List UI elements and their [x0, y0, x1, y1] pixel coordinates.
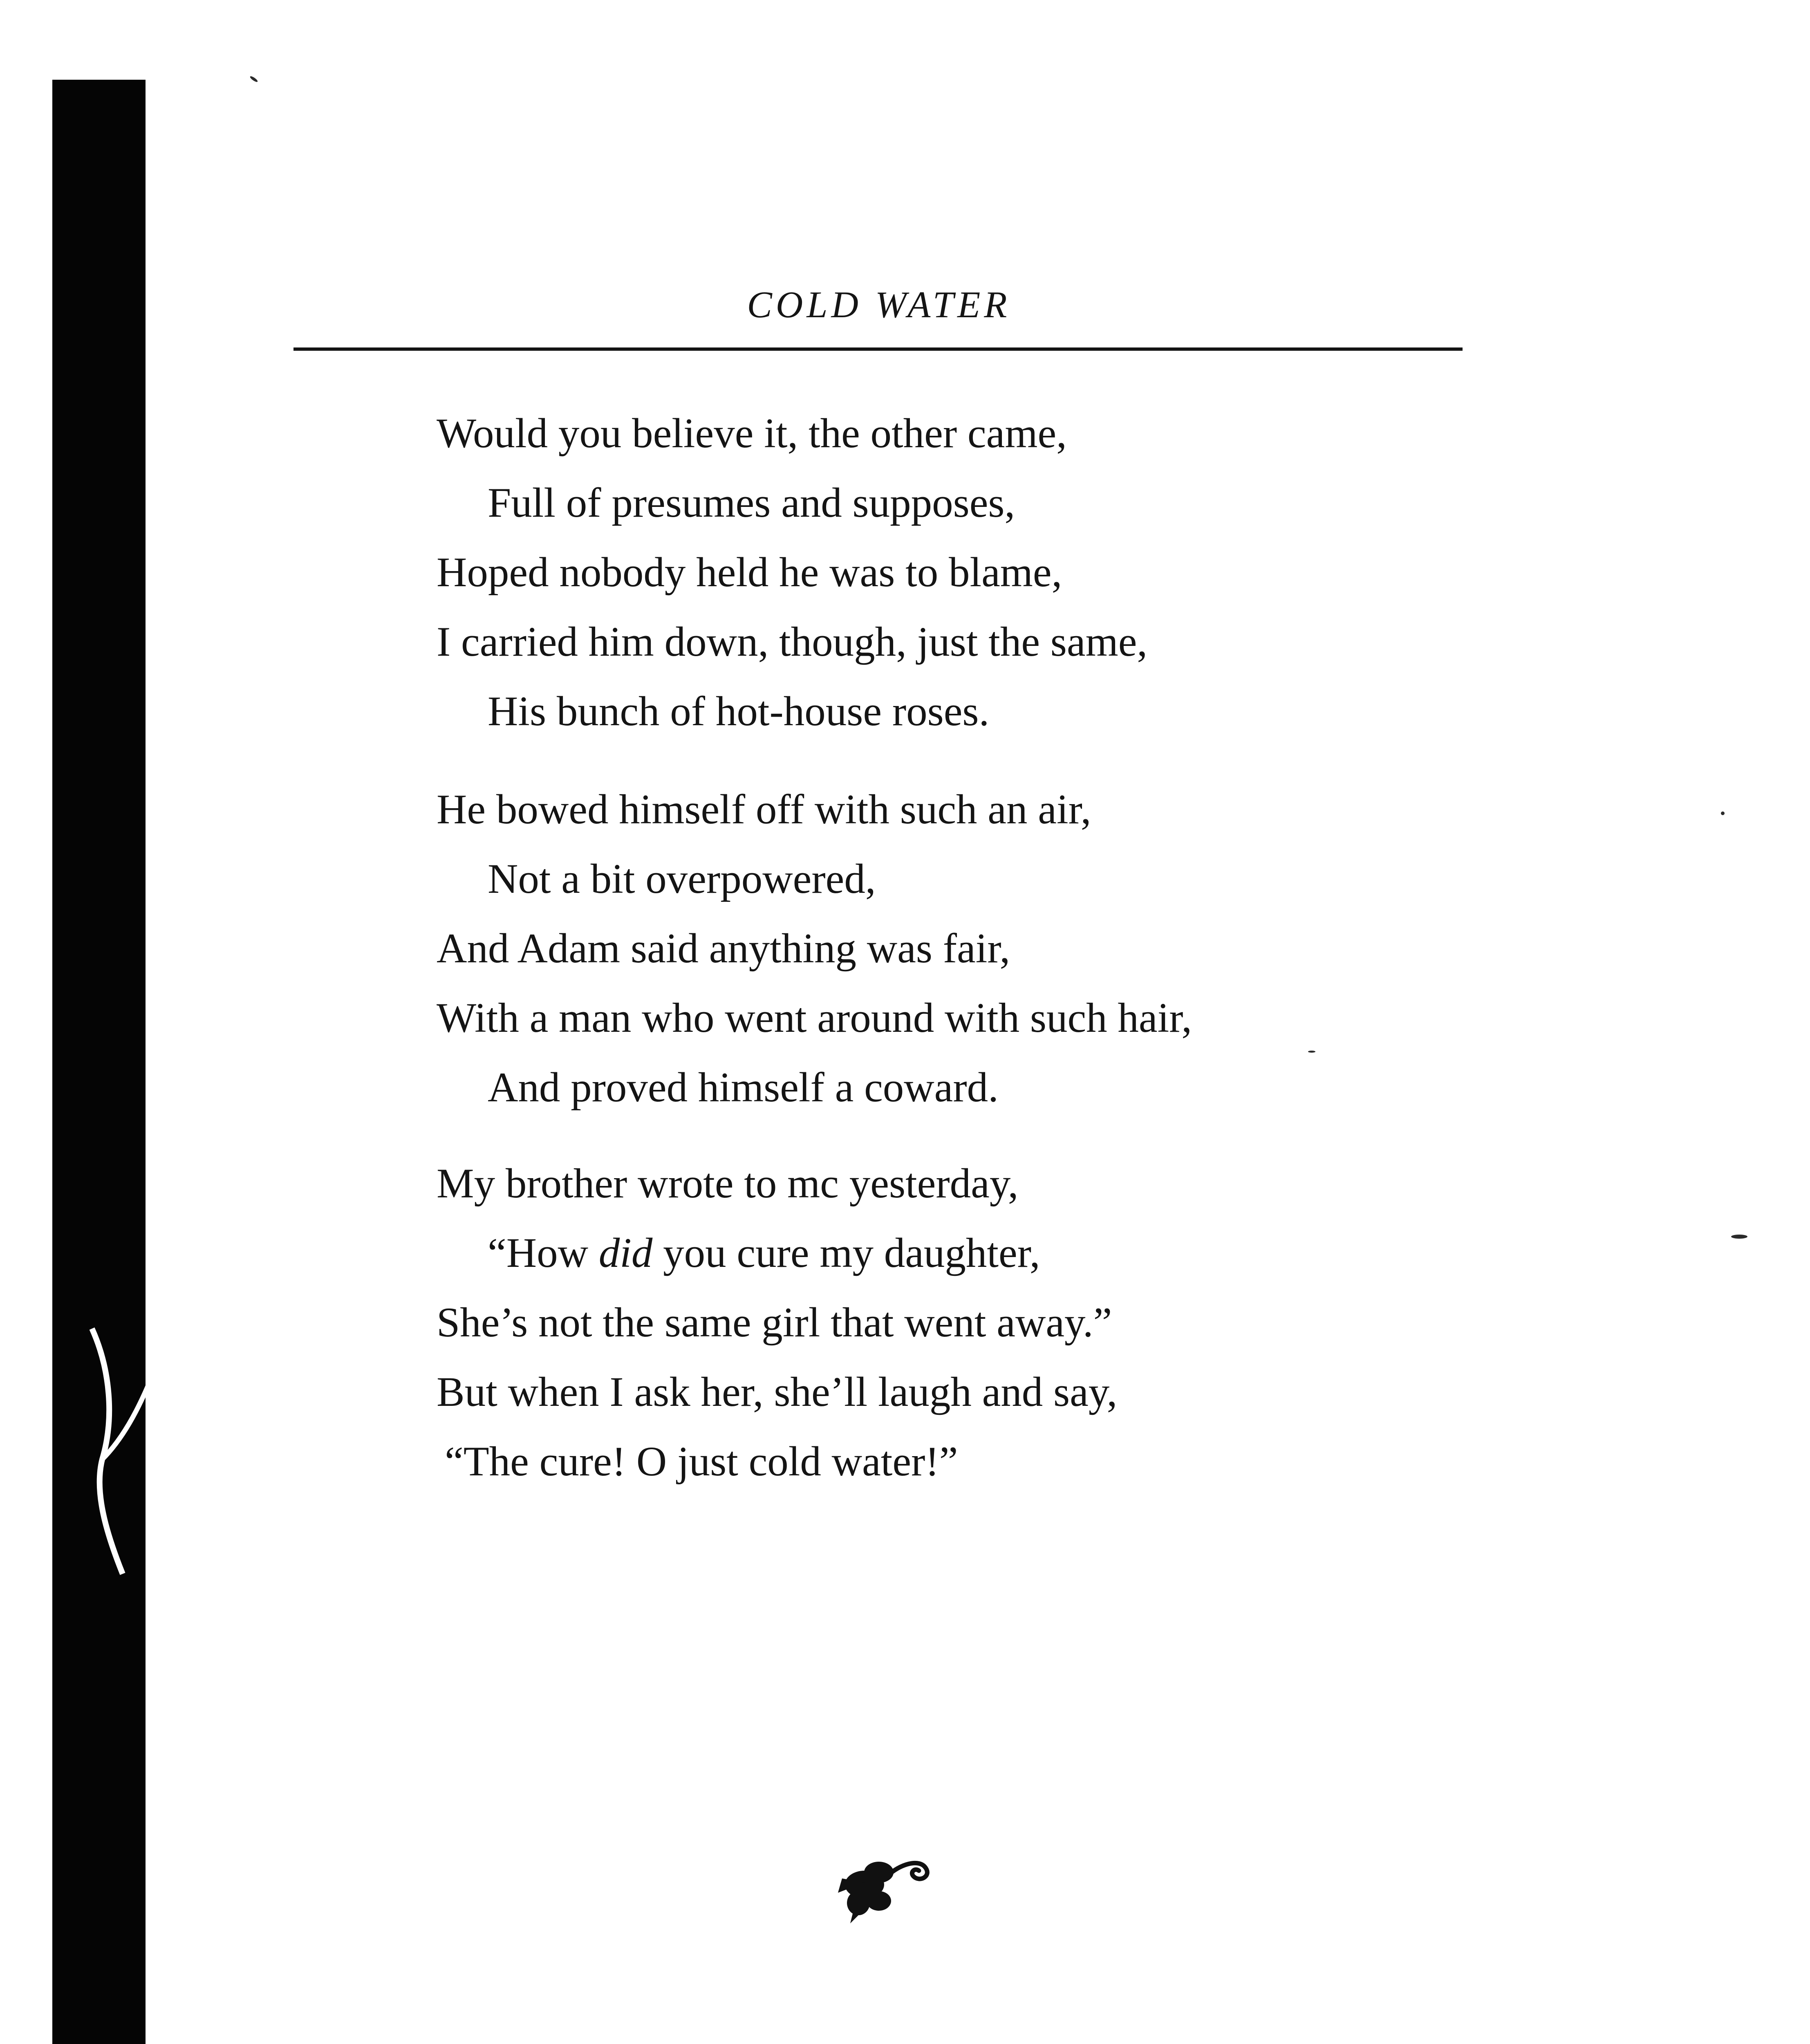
header-rule	[293, 347, 1463, 351]
scan-speck	[1308, 1051, 1315, 1053]
poem-line: Would you believe it, the other came,	[437, 410, 1067, 457]
poem-line: With a man who went around with such hair,	[437, 995, 1192, 1041]
poem-line: “The cure! O just cold water!”	[445, 1438, 958, 1485]
line-text-before: “How	[488, 1230, 599, 1276]
poem-line: And Adam said anything was fair,	[437, 925, 1010, 972]
stanza-3	[437, 1149, 1117, 1496]
poem-line: She’s not the same girl that went away.”	[437, 1299, 1112, 1346]
poem-line: And proved himself a coward.	[488, 1064, 999, 1111]
stanza-2	[437, 775, 1192, 1122]
poem-line: He bowed himself off with such an air,	[437, 786, 1091, 833]
running-head: COLD WATER	[747, 284, 1011, 325]
poem-line	[437, 1218, 1117, 1288]
scan-speck	[249, 75, 258, 83]
binding-crack	[53, 1247, 188, 1615]
poem-line: His bunch of hot-house roses.	[488, 688, 990, 735]
fleuron-ornament-icon	[826, 1836, 936, 1925]
poem-line: Full of presumes and supposes,	[488, 480, 1015, 526]
binding-edge	[52, 80, 146, 2044]
poem-line: But when I ask her, she’ll laugh and say,	[437, 1369, 1118, 1415]
poem-line: I carried him down, though, just the same,	[437, 619, 1148, 665]
scan-speck	[1721, 811, 1725, 815]
stanza-1	[437, 399, 1147, 746]
scan-speck	[1731, 1235, 1747, 1239]
emphasized-word: did	[598, 1230, 653, 1276]
poem-line: My brother wrote to mc yesterday,	[437, 1160, 1019, 1207]
line-text-after: you cure my daughter,	[652, 1230, 1040, 1276]
poem-line: Not a bit overpowered,	[488, 856, 876, 902]
poem-line: Hoped nobody held he was to blame,	[437, 549, 1062, 596]
